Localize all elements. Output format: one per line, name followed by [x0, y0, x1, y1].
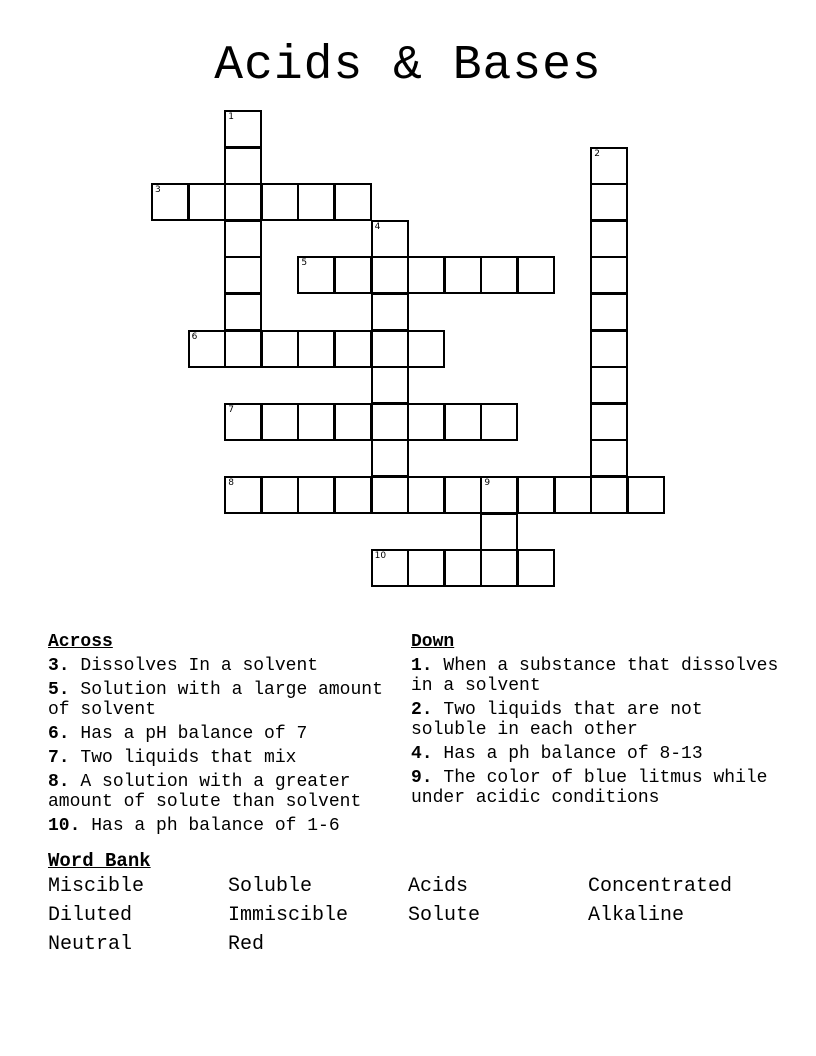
grid-cell[interactable]	[480, 476, 518, 514]
word-bank-heading: Word Bank	[48, 850, 151, 872]
grid-cell[interactable]	[444, 476, 482, 514]
grid-cell[interactable]	[261, 476, 299, 514]
grid-cell[interactable]	[371, 293, 409, 331]
grid-cell[interactable]	[371, 256, 409, 294]
grid-cell[interactable]	[188, 330, 226, 368]
grid-cell[interactable]	[590, 256, 628, 294]
clue-number: 6	[191, 331, 198, 342]
grid-cell[interactable]	[407, 330, 445, 368]
clue-number: 5	[301, 258, 308, 269]
word-bank-item: Miscible	[48, 875, 145, 898]
grid-cell[interactable]	[297, 330, 335, 368]
grid-cell[interactable]	[224, 330, 262, 368]
clue-number: 8	[228, 478, 234, 488]
grid-cell[interactable]	[407, 476, 445, 514]
grid-cell[interactable]	[590, 403, 628, 441]
clue-down: 2. Two liquids that are not soluble in each other	[411, 700, 714, 740]
grid-cell[interactable]	[444, 549, 482, 587]
grid-cell[interactable]	[444, 256, 482, 294]
grid-cell[interactable]	[590, 330, 628, 368]
grid-cell[interactable]	[224, 220, 262, 258]
grid-cell[interactable]	[590, 293, 628, 331]
clue-number: 7	[228, 404, 234, 415]
grid-cell[interactable]	[334, 403, 372, 441]
clue-number: 2	[594, 148, 600, 159]
grid-cell[interactable]	[334, 183, 372, 221]
grid-cell[interactable]	[261, 330, 299, 368]
grid-cell[interactable]	[151, 183, 189, 221]
word-bank-item: Diluted	[48, 904, 133, 927]
word-bank-item: Red	[228, 933, 265, 956]
grid-cell[interactable]	[371, 549, 409, 587]
page-title: Acids & Bases	[214, 39, 602, 93]
grid-cell[interactable]	[334, 476, 372, 514]
grid-cell[interactable]	[590, 439, 628, 477]
grid-cell[interactable]	[224, 256, 262, 294]
clue-across: 3. Dissolves In a solvent	[48, 656, 319, 676]
clue-across: 5. Solution with a large amount of solvent	[48, 680, 394, 720]
grid-cell[interactable]	[371, 220, 409, 258]
grid-cell[interactable]	[188, 183, 226, 221]
down-clues	[411, 632, 790, 812]
grid-cell[interactable]	[224, 293, 262, 331]
across-heading: Across	[48, 632, 113, 652]
grid-cell[interactable]	[590, 476, 628, 514]
clue-across: 6. Has a pH balance of 7	[48, 724, 308, 744]
grid-cell[interactable]	[407, 549, 445, 587]
clue-number: 9	[484, 478, 491, 488]
grid-cell[interactable]	[590, 366, 628, 404]
grid-cell[interactable]	[517, 256, 555, 294]
grid-cell[interactable]	[334, 256, 372, 294]
grid-cell[interactable]	[480, 549, 518, 587]
word-bank-item: Neutral	[48, 933, 133, 956]
word-bank-item: Acids	[408, 875, 469, 898]
clue-across: 10. Has a ph balance of 1-6	[48, 816, 340, 836]
word-bank	[48, 876, 788, 955]
word-bank-item: Soluble	[228, 875, 313, 898]
down-heading: Down	[411, 632, 455, 652]
word-bank-item: Solute	[408, 904, 481, 927]
grid-cell[interactable]	[407, 256, 445, 294]
grid-cell[interactable]	[590, 220, 628, 258]
clue-number: 4	[374, 221, 381, 232]
clue-across: 8. A solution with a greater amount of solute than solvent	[48, 772, 362, 812]
grid-cell[interactable]	[224, 147, 262, 185]
word-bank-item: Alkaline	[588, 904, 685, 927]
grid-cell[interactable]	[224, 183, 262, 221]
grid-cell[interactable]	[371, 366, 409, 404]
grid-cell[interactable]	[480, 403, 518, 441]
clue-down: 4. Has a ph balance of 8-13	[411, 744, 703, 764]
grid-cell[interactable]	[297, 403, 335, 441]
grid-cell[interactable]	[261, 403, 299, 441]
word-bank-item: Immiscible	[228, 904, 349, 927]
clue-number: 10	[374, 551, 387, 562]
grid-cell[interactable]	[224, 403, 262, 441]
grid-cell[interactable]	[517, 549, 555, 587]
grid-cell[interactable]	[297, 476, 335, 514]
grid-cell[interactable]	[334, 330, 372, 368]
grid-cell[interactable]	[444, 403, 482, 441]
grid-cell[interactable]	[297, 256, 335, 294]
clue-number: 3	[155, 185, 161, 196]
clue-down: 1. When a substance that dissolves in a solvent	[411, 656, 790, 696]
grid-cell[interactable]	[627, 476, 665, 514]
grid-cell[interactable]	[480, 256, 518, 294]
clue-across: 7. Two liquids that mix	[48, 748, 297, 768]
grid-cell[interactable]	[371, 403, 409, 441]
grid-cell[interactable]	[407, 403, 445, 441]
grid-cell[interactable]	[590, 183, 628, 221]
grid-cell[interactable]	[590, 147, 628, 185]
grid-cell[interactable]	[224, 476, 262, 514]
grid-cell[interactable]	[371, 330, 409, 368]
grid-cell[interactable]	[297, 183, 335, 221]
clue-number: 1	[228, 112, 234, 122]
grid-cell[interactable]	[261, 183, 299, 221]
grid-cell[interactable]	[371, 439, 409, 477]
clue-down: 9. The color of blue litmus while under acidic conditions	[411, 768, 779, 808]
grid-cell[interactable]	[480, 513, 518, 551]
word-bank-item: Concentrated	[588, 875, 733, 898]
grid-cell[interactable]	[371, 476, 409, 514]
grid-cell[interactable]	[554, 476, 592, 514]
grid-cell[interactable]	[224, 110, 262, 148]
across-clues	[48, 632, 408, 840]
grid-cell[interactable]	[517, 476, 555, 514]
